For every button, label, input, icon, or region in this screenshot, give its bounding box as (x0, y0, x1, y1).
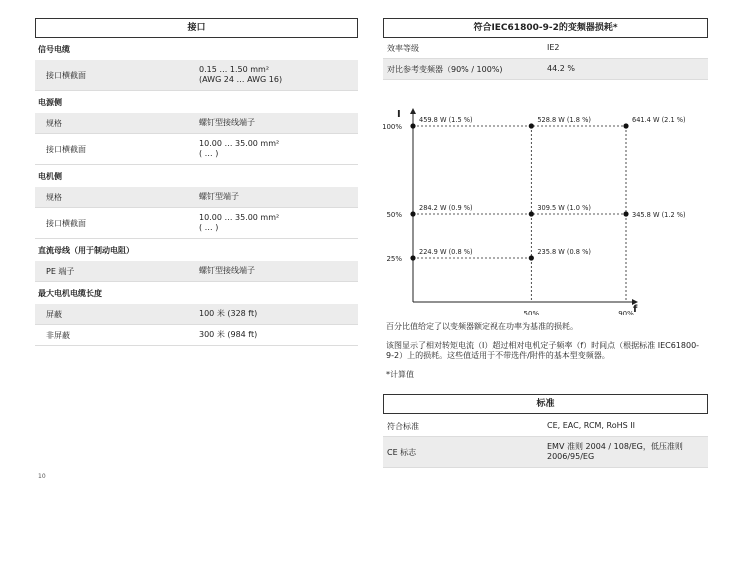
data-point (623, 123, 628, 128)
footnote: *计算值 (386, 370, 414, 379)
data-point (529, 211, 534, 216)
row-value: 螺钉型接线端子 (199, 118, 255, 127)
table-row (35, 208, 358, 239)
row-value: 300 米 (984 ft) (199, 330, 258, 339)
value-line: 10.00 … 35.00 mm² (199, 213, 280, 222)
table-row (35, 113, 358, 134)
y-tick-label: 25% (386, 255, 402, 263)
row-label: PE 端子 (46, 266, 75, 276)
table-row (383, 416, 708, 437)
data-point (410, 211, 415, 216)
group-heading: 最大电机电缆长度 (38, 289, 102, 298)
data-point (529, 255, 534, 260)
row-value (199, 65, 358, 85)
group-dc-bus (35, 239, 358, 282)
interface-title: 接口 (35, 18, 358, 38)
table-row (383, 437, 708, 468)
row-value: 100 米 (328 ft) (199, 309, 258, 318)
group-heading: 信号电缆 (38, 45, 70, 54)
caption-percent: 百分比值给定了以变频器额定视在功率为基准的损耗。 (386, 322, 578, 331)
data-point (529, 123, 534, 128)
standards-title: 标准 (383, 394, 708, 414)
chart-captions (383, 322, 708, 380)
table-row (35, 304, 358, 325)
row-label: 对比参考变频器（90% / 100%) (387, 64, 503, 74)
value-line: ( … ) (199, 223, 219, 232)
table-row (383, 59, 708, 80)
group-motor-side (35, 165, 358, 239)
row-value (199, 213, 358, 233)
row-label: 符合标准 (387, 421, 419, 431)
y-tick-label: 50% (386, 211, 402, 219)
row-value: IE2 (547, 43, 560, 52)
interface-section (35, 18, 358, 346)
value-line: ( … ) (199, 149, 219, 158)
row-value: CE, EAC, RCM, RoHS II (547, 421, 635, 430)
data-label: 459.8 W (1.5 %) (419, 116, 473, 124)
x-tick-label: 90% (618, 310, 634, 315)
row-label: 规格 (46, 118, 62, 128)
data-point (410, 123, 415, 128)
data-point (410, 255, 415, 260)
data-label: 345.8 W (1.2 %) (632, 211, 686, 219)
group-signal-cable (35, 38, 358, 91)
loss-chart (383, 105, 708, 315)
row-label: 规格 (46, 192, 62, 202)
data-label: 641.4 W (2.1 %) (632, 116, 686, 124)
group-heading: 电源侧 (38, 98, 62, 107)
table-row (35, 325, 358, 346)
row-label: 接口横截面 (46, 218, 86, 228)
data-label: 235.8 W (0.8 %) (537, 248, 591, 256)
y-tick-label: 100% (383, 123, 402, 131)
table-row (383, 38, 708, 59)
group-heading: 直流母线（用于制动电阻） (38, 246, 134, 255)
x-tick-label: 50% (523, 310, 540, 315)
group-max-cable-length (35, 282, 358, 346)
row-label: 接口横截面 (46, 144, 86, 154)
data-label: 224.9 W (0.8 %) (419, 248, 473, 256)
y-axis-label: I (397, 109, 401, 120)
row-label: CE 标志 (387, 447, 417, 457)
x-axis-label: f (633, 304, 638, 315)
group-heading: 电机侧 (38, 172, 62, 181)
loss-chart-svg (383, 105, 708, 315)
data-label: 528.8 W (1.8 %) (537, 116, 591, 124)
row-value (199, 139, 358, 159)
row-label: 非屏蔽 (46, 330, 70, 340)
standards-section (383, 394, 708, 468)
value-line: (AWG 24 … AWG 16) (199, 75, 283, 84)
row-value: 螺钉型接线端子 (199, 266, 255, 275)
row-label: 效率等级 (387, 43, 419, 53)
row-value: 螺钉型端子 (199, 192, 239, 201)
data-point (623, 211, 628, 216)
losses-section (383, 18, 708, 478)
data-label: 309.5 W (1.0 %) (537, 204, 591, 212)
table-row (35, 261, 358, 282)
group-power-side (35, 91, 358, 165)
page-number: 10 (38, 473, 46, 480)
value-line: 10.00 … 35.00 mm² (199, 139, 280, 148)
table-row (35, 60, 358, 91)
value-line: 0.15 … 1.50 mm² (199, 65, 270, 74)
table-row (35, 134, 358, 165)
row-label: 接口横截面 (46, 70, 86, 80)
row-value: 44.2 % (547, 64, 575, 73)
caption-explanation: 该图显示了相对转矩电流（I）超过相对电机定子频率（f）时间点（根据标准 IEC61800-9-2）上的损耗。这些值适用于不带选件/附件的基本型变频器。 (386, 341, 700, 360)
row-label: 屏蔽 (46, 309, 62, 319)
losses-title: 符合IEC61800-9-2的变频器损耗* (383, 18, 708, 38)
row-value: EMV 准则 2004 / 108/EG，低压准则 2006/95/EG (547, 442, 683, 461)
data-label: 284.2 W (0.9 %) (419, 204, 473, 212)
table-row (35, 187, 358, 208)
